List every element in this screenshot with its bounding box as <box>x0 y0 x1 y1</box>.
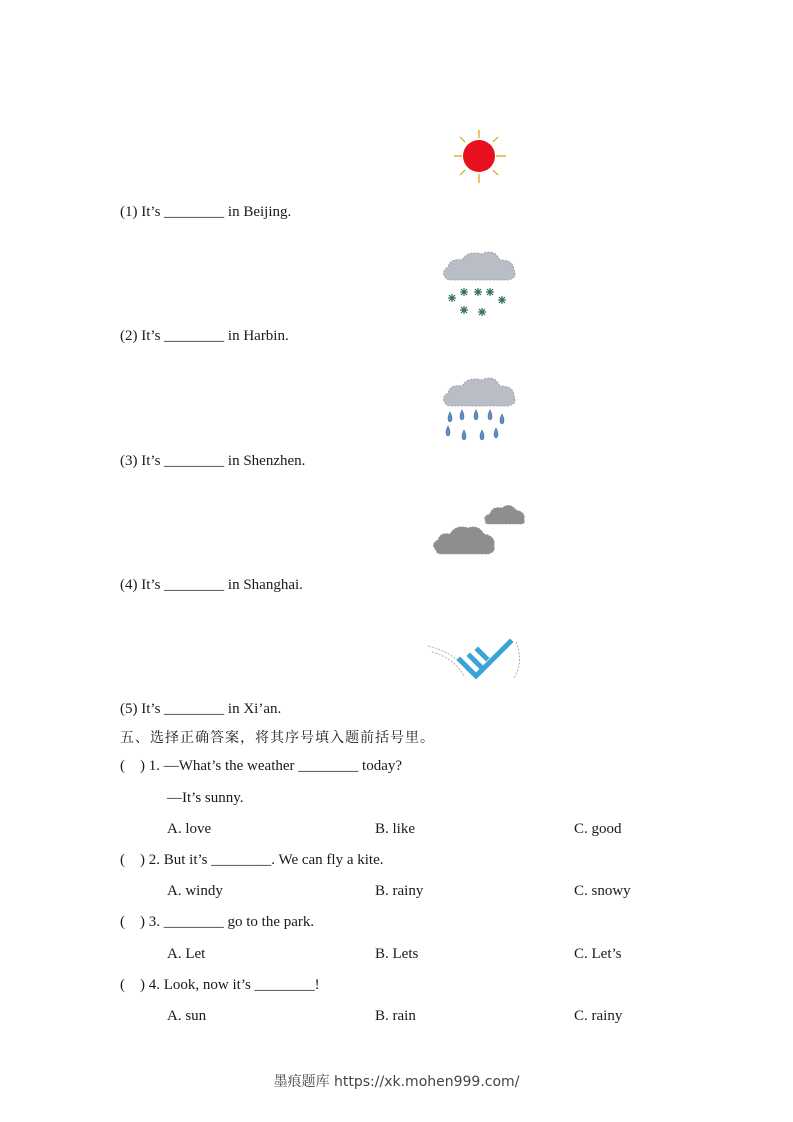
question-1-option-c: C. good <box>574 821 622 837</box>
question-4-option-a: A. sun <box>167 1008 207 1024</box>
weather-item-4: (4) It’s ________ in Shanghai. <box>120 577 303 593</box>
windy-icon <box>424 632 524 686</box>
question-1-reply: —It’s sunny. <box>167 790 244 806</box>
snow-cloud-icon <box>438 242 522 320</box>
section-title: 五、选择正确答案，将其序号填入题前括号里。 <box>120 730 435 746</box>
question-4-option-c: C. rainy <box>574 1008 623 1024</box>
question-4-option-b: B. rain <box>375 1008 416 1024</box>
question-2-option-a: A. windy <box>167 883 223 899</box>
question-2-option-b: B. rainy <box>375 883 424 899</box>
question-3-option-b: B. Lets <box>375 946 419 962</box>
weather-item-3: (3) It’s ________ in Shenzhen. <box>120 453 306 469</box>
question-2-stem: ( ) 2. But it’s ________. We can fly a kite. <box>120 852 384 868</box>
question-1-option-b: B. like <box>375 821 415 837</box>
weather-item-1: (1) It’s ________ in Beijing. <box>120 204 292 220</box>
question-3-option-c: C. Let’s <box>574 946 622 962</box>
cloudy-icon <box>430 500 528 562</box>
question-2-option-c: C. snowy <box>574 883 631 899</box>
weather-item-2: (2) It’s ________ in Harbin. <box>120 328 289 344</box>
question-4-stem: ( ) 4. Look, now it’s ________! <box>120 977 320 993</box>
question-3-option-a: A. Let <box>167 946 206 962</box>
footer-watermark: 墨痕题库 https://xk.mohen999.com/ <box>273 1074 520 1090</box>
weather-item-5: (5) It’s ________ in Xi’an. <box>120 701 282 717</box>
question-1-option-a: A. love <box>167 821 212 837</box>
question-1-stem: ( ) 1. —What’s the weather ________ today? <box>120 758 403 774</box>
rain-cloud-icon <box>438 368 522 446</box>
question-3-stem: ( ) 3. ________ go to the park. <box>120 914 315 930</box>
sun-icon <box>450 128 510 186</box>
